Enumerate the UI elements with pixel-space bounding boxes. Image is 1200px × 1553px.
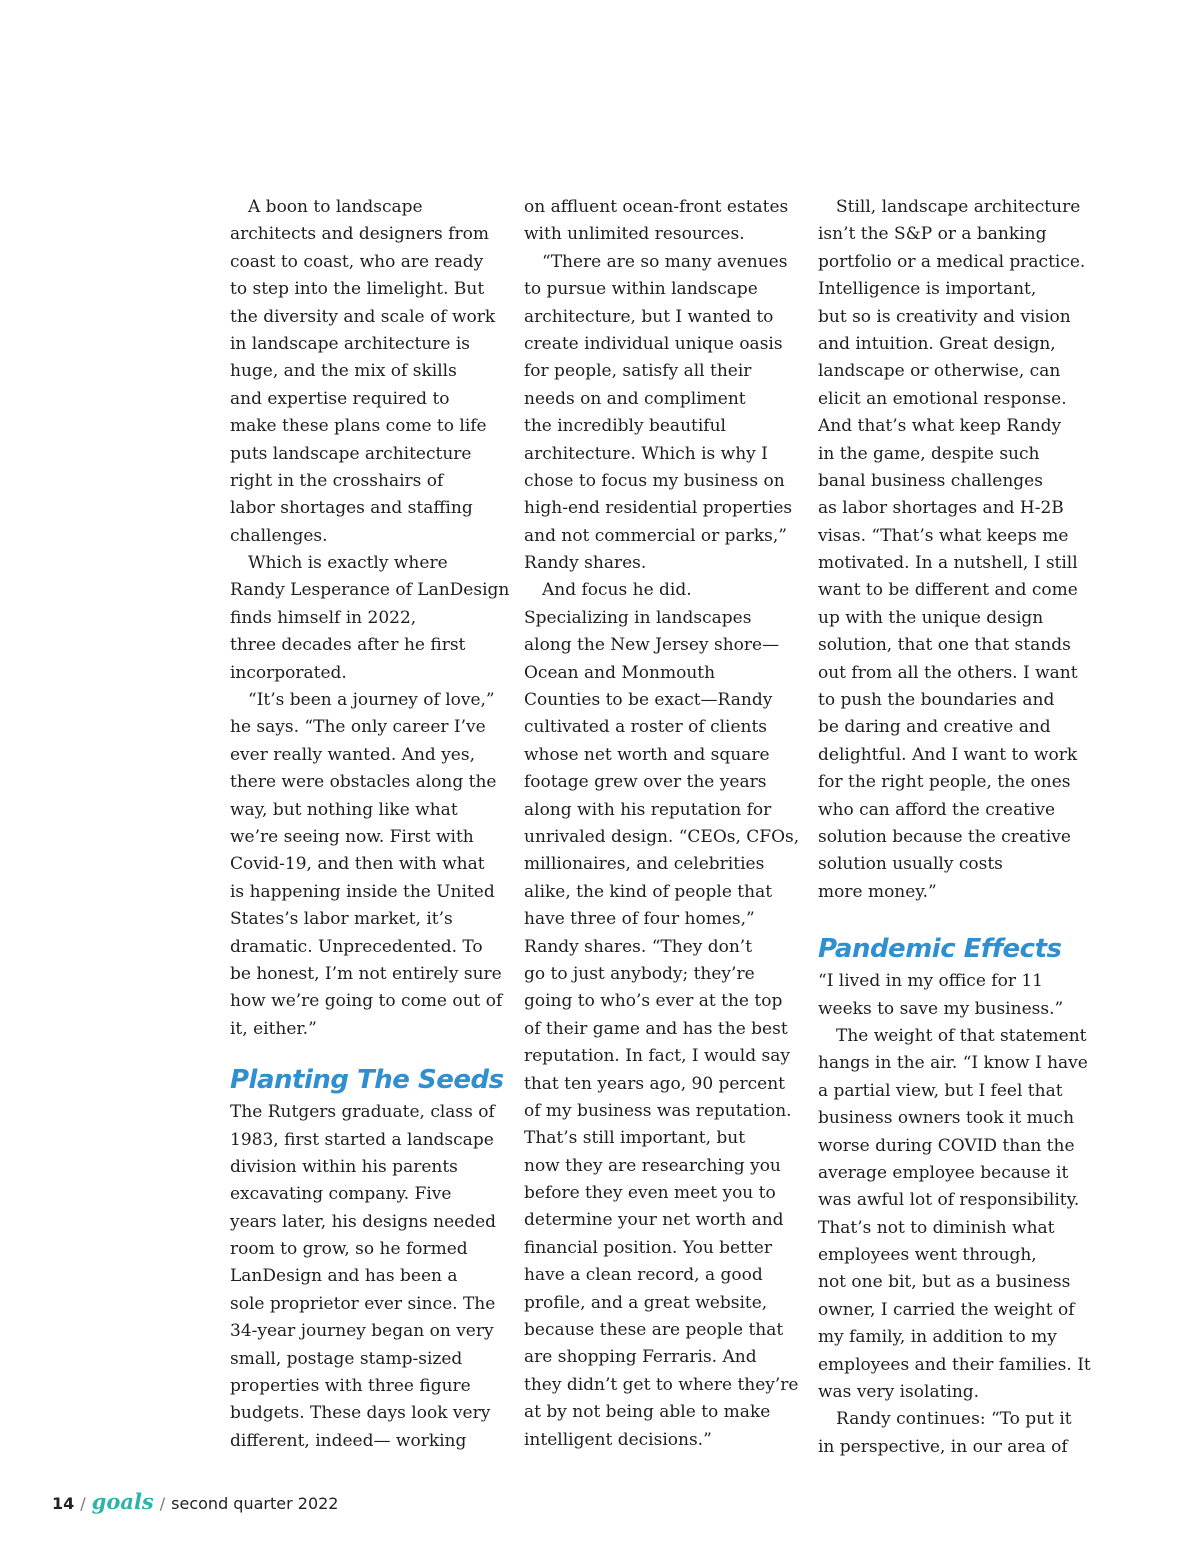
text-line: as labor shortages and H-2B	[818, 498, 1064, 519]
text-line: it, either.”	[230, 1018, 317, 1039]
text-line: determine your net worth and	[524, 1210, 784, 1231]
text-line: solution, that one that stands	[818, 635, 1071, 656]
text-line: States’s labor market, it’s	[230, 909, 453, 930]
text-line: architecture, but I wanted to	[524, 306, 774, 327]
text-line: “There are so many avenues	[542, 251, 788, 272]
text-line: cultivated a roster of clients	[524, 717, 768, 738]
text-line: 34-year journey began on very	[230, 1321, 494, 1342]
text-line: along with his reputation for	[524, 799, 772, 820]
text-line: and not commercial or parks,”	[524, 525, 787, 546]
text-line: Intelligence is important,	[818, 279, 1037, 300]
text-line: Which is exactly where	[248, 553, 448, 574]
text-line: “I lived in my office for 11	[818, 971, 1043, 992]
paragraph	[818, 194, 1106, 906]
text-line: The Rutgers graduate, class of	[230, 1102, 495, 1123]
text-line: have a clean record, a good	[524, 1265, 763, 1286]
text-line: And that’s what keep Randy	[818, 416, 1062, 437]
text-line: for the right people, the ones	[818, 772, 1071, 793]
text-line: employees went through,	[818, 1245, 1037, 1266]
paragraph	[230, 687, 518, 1043]
text-line: three decades after he first	[230, 635, 466, 656]
text-line: he says. “The only career I’ve	[230, 717, 486, 738]
text-line: way, but nothing like what	[230, 799, 458, 820]
text-line: puts landscape architecture	[230, 443, 472, 464]
text-line: labor shortages and staffing	[230, 498, 473, 519]
text-line: profile, and a great website,	[524, 1292, 768, 1313]
text-line: “It’s been a journey of love,”	[248, 690, 495, 711]
text-line: Randy continues: “To put it	[836, 1409, 1072, 1430]
text-line: was very isolating.	[818, 1382, 980, 1403]
text-line: needs on and compliment	[524, 388, 746, 409]
text-line: to push the boundaries and	[818, 690, 1055, 711]
text-line: properties with three figure	[230, 1376, 471, 1397]
text-line: motivated. In a nutshell, I still	[818, 553, 1078, 574]
text-line: be daring and creative and	[818, 717, 1051, 738]
text-line: A boon to landscape	[248, 197, 423, 217]
text-line: isn’t the S&P or a banking	[818, 224, 1047, 245]
text-line: portfolio or a medical practice.	[818, 251, 1086, 272]
text-line: and expertise required to	[230, 388, 450, 409]
text-line: of their game and has the best	[524, 1018, 788, 1039]
text-line: reputation. In fact, I would say	[524, 1046, 790, 1067]
text-line: Randy shares.	[524, 553, 647, 574]
text-line: room to grow, so he formed	[230, 1239, 468, 1260]
text-line: going to who’s ever at the top	[524, 991, 783, 1012]
text-line: in landscape architecture is	[230, 333, 471, 354]
text-line: excavating company. Five	[230, 1184, 452, 1205]
text-line: before they even meet you to	[524, 1183, 776, 1204]
text-line: chose to focus my business on	[524, 470, 785, 491]
text-line: years later, his designs needed	[230, 1211, 497, 1232]
text-line: in perspective, in our area of	[818, 1436, 1068, 1457]
text-line: delightful. And I want to work	[818, 744, 1078, 765]
text-line: the diversity and scale of work	[230, 306, 496, 327]
paragraph	[230, 194, 518, 550]
text-line: Ocean and Monmouth	[524, 662, 716, 683]
text-line: That’s not to diminish what	[818, 1217, 1055, 1238]
text-line: architecture. Which is why I	[524, 443, 768, 464]
paragraph	[524, 194, 812, 249]
text-line: owner, I carried the weight of	[818, 1299, 1075, 1320]
text-line: And focus he did.	[542, 580, 692, 601]
text-line: more money.”	[818, 881, 937, 902]
text-line: hangs in the air. “I know I have	[818, 1053, 1088, 1074]
paragraph	[818, 1023, 1106, 1406]
text-line: create individual unique oasis	[524, 333, 783, 354]
magazine-logo: goals	[91, 1489, 154, 1514]
paragraph	[230, 1099, 518, 1455]
text-line: now they are researching you	[524, 1155, 781, 1176]
paragraph	[818, 1406, 1106, 1461]
footer-separator: /	[80, 1494, 86, 1513]
text-line: want to be different and come	[818, 580, 1078, 601]
text-line: we’re seeing now. First with	[230, 826, 474, 847]
text-line: elicit an emotional response.	[818, 388, 1067, 409]
text-line: banal business challenges	[818, 470, 1043, 491]
text-line: is happening inside the United	[230, 881, 495, 902]
text-line: how we’re going to come out of	[230, 991, 503, 1012]
text-line: visas. “That’s what keeps me	[818, 525, 1069, 546]
text-line: Counties to be exact—Randy	[524, 690, 773, 711]
text-line: because these are people that	[524, 1320, 784, 1341]
article-column-2	[524, 194, 812, 1454]
text-line: to step into the limelight. But	[230, 279, 485, 300]
text-line: coast to coast, who are ready	[230, 251, 484, 272]
section-heading: Pandemic Effects	[818, 934, 1062, 965]
text-line: Randy shares. “They don’t	[524, 936, 753, 957]
text-line: Randy Lesperance of LanDesign	[230, 580, 510, 601]
text-line: the incredibly beautiful	[524, 416, 726, 437]
text-line: challenges.	[230, 525, 328, 546]
text-line: small, postage stamp-sized	[230, 1348, 463, 1369]
paragraph	[230, 550, 518, 687]
text-line: for people, satisfy all their	[524, 361, 752, 382]
text-line: unrivaled design. “CEOs, CFOs,	[524, 826, 800, 847]
text-line: go to just anybody; they’re	[524, 963, 755, 984]
text-line: in the game, despite such	[818, 443, 1040, 464]
text-line: solution because the creative	[818, 826, 1071, 847]
text-line: different, indeed— working	[230, 1430, 467, 1451]
text-line: alike, the kind of people that	[524, 881, 773, 902]
article-column-3	[818, 194, 1106, 1461]
issue-label: second quarter 2022	[171, 1494, 339, 1513]
text-line: finds himself in 2022,	[230, 607, 417, 628]
text-line: that ten years ago, 90 percent	[524, 1073, 785, 1094]
text-line: high-end residential properties	[524, 498, 793, 519]
text-line: incorporated.	[230, 662, 347, 683]
text-line: and intuition. Great design,	[818, 333, 1056, 354]
text-line: my family, in addition to my	[818, 1327, 1057, 1348]
text-line: make these plans come to life	[230, 416, 487, 437]
text-line: landscape or otherwise, can	[818, 361, 1061, 382]
text-line: footage grew over the years	[524, 772, 767, 793]
text-line: with unlimited resources.	[524, 224, 745, 245]
section-heading: Planting The Seeds	[230, 1065, 504, 1096]
text-line: The weight of that statement	[836, 1025, 1087, 1046]
text-line: out from all the others. I want	[818, 662, 1078, 683]
text-line: budgets. These days look very	[230, 1403, 491, 1424]
text-line: be honest, I’m not entirely sure	[230, 963, 502, 984]
text-line: on affluent ocean-front estates	[524, 197, 789, 217]
paragraph	[818, 968, 1106, 1023]
text-line: huge, and the mix of skills	[230, 361, 457, 382]
text-line: division within his parents	[230, 1156, 458, 1177]
text-line: business owners took it much	[818, 1108, 1075, 1129]
text-line: whose net worth and square	[524, 744, 770, 765]
page-number: 14	[52, 1494, 75, 1513]
text-line: a partial view, but I feel that	[818, 1080, 1063, 1101]
text-line: worse during COVID than the	[818, 1135, 1075, 1156]
page-footer	[52, 1488, 338, 1516]
text-line: but so is creativity and vision	[818, 306, 1071, 327]
footer-separator: /	[159, 1494, 166, 1513]
text-line: right in the crosshairs of	[230, 470, 444, 491]
text-line: are shopping Ferraris. And	[524, 1347, 757, 1368]
text-line: That’s still important, but	[524, 1128, 746, 1149]
text-line: Still, landscape architecture	[836, 197, 1081, 217]
text-line: solution usually costs	[818, 854, 1003, 875]
text-line: millionaires, and celebrities	[524, 854, 765, 875]
text-line: at by not being able to make	[524, 1402, 771, 1423]
paragraph	[524, 577, 812, 1454]
article-column-1	[230, 194, 518, 1455]
text-line: architects and designers from	[230, 224, 489, 245]
text-line: dramatic. Unprecedented. To	[230, 936, 483, 957]
text-line: there were obstacles along the	[230, 772, 497, 793]
text-line: LanDesign and has been a	[230, 1266, 458, 1287]
text-line: they didn’t get to where they’re	[524, 1374, 799, 1395]
text-line: financial position. You better	[524, 1237, 772, 1258]
text-line: Covid-19, and then with what	[230, 854, 485, 875]
text-line: Specializing in landscapes	[524, 607, 752, 628]
paragraph	[524, 249, 812, 578]
text-line: intelligent decisions.”	[524, 1429, 712, 1450]
text-line: weeks to save my business.”	[818, 998, 1064, 1019]
text-line: employees and their families. It	[818, 1354, 1091, 1375]
text-line: who can afford the creative	[818, 799, 1056, 820]
text-line: to pursue within landscape	[524, 279, 758, 300]
text-line: have three of four homes,”	[524, 909, 755, 930]
text-line: not one bit, but as a business	[818, 1272, 1071, 1293]
text-line: sole proprietor ever since. The	[230, 1293, 496, 1314]
text-line: up with the unique design	[818, 607, 1044, 628]
text-line: along the New Jersey shore—	[524, 635, 780, 656]
text-line: was awful lot of responsibility.	[818, 1190, 1080, 1211]
text-line: ever really wanted. And yes,	[230, 744, 475, 765]
text-line: of my business was reputation.	[524, 1100, 792, 1121]
text-line: 1983, first started a landscape	[230, 1129, 494, 1150]
text-line: average employee because it	[818, 1162, 1069, 1183]
